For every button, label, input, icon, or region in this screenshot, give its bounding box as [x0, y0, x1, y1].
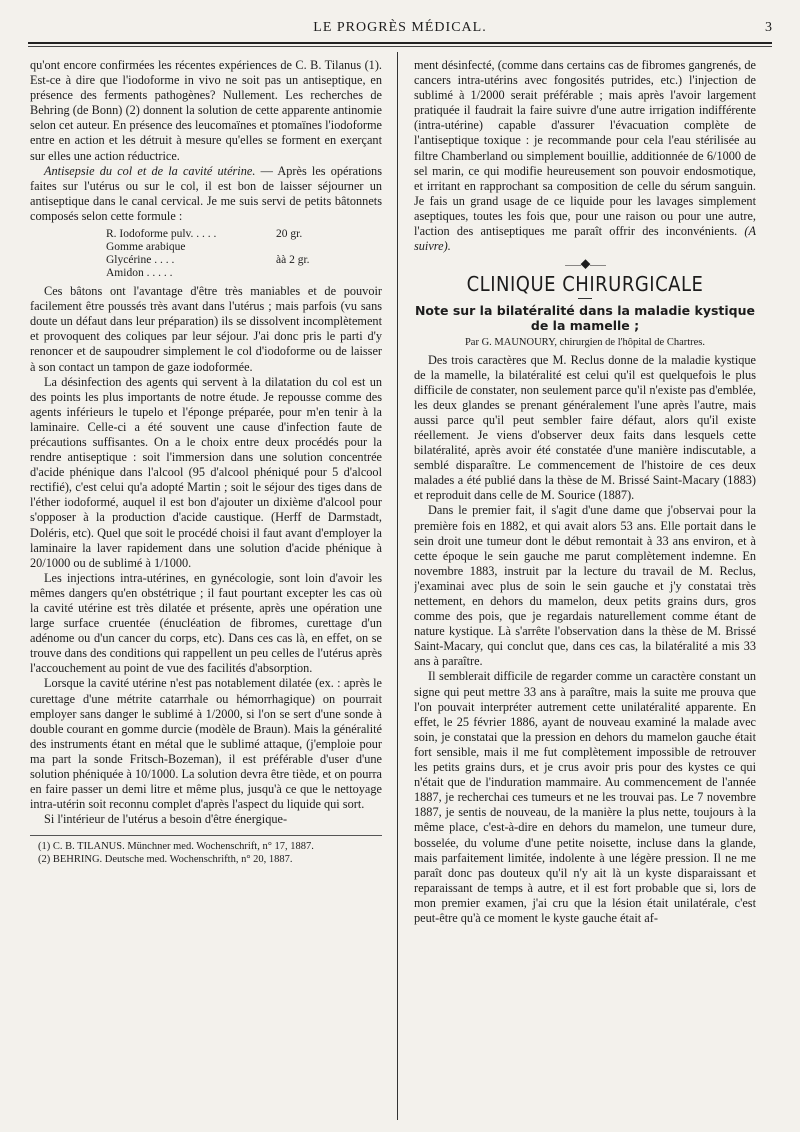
header-rule-thin — [28, 46, 772, 47]
page-header — [28, 20, 772, 42]
left-column — [30, 58, 382, 1114]
paragraph — [414, 58, 756, 254]
formula-ingredient: Gomme arabique — [106, 241, 186, 254]
paragraph: qu'ont encore confirmées les récentes expériences de C. B. Tilanus (1). Est-ce à dire que l'iodoforme in vivo ne soit pas un antiseptique, en présence des ferments pathogènes? Nullement. Les recherches de Behring (de Bonn) (2) donnent la solution de cette apparente antinomie selon cet auteur. En présence des leucomaïnes et ptomaïnes l'iodoforme entre en action et les détruit à mesure qu'elles se forment en exerçant sur elles une action réductrice. — [30, 58, 382, 163]
paragraph: Des trois caractères que M. Reclus donne de la maladie kystique de la mamelle, la bilatéralité est celui qu'il est quelquefois le plus difficile de constater, non seulement parce qu'il n'existe pas d'emblée, les deux glandes se prenant généralement l'une après l'autre, mais aussi parce qu'il peut sembler faire défaut, alors qu'il existe réellement. Je viens d'observer deux faits dans lesquels cette bilatéralité, après avoir été constatée d'une manière indiscutable, a semblé disparaître. Le commencement de l'histoire de ces deux malades a été publié dans la thèse de M. Brissé Saint-Macary (1883) et reproduit dans celle de M. Sourice (1887). — [414, 352, 756, 503]
section-title: CLINIQUE CHIRURGICALE — [466, 272, 704, 297]
paragraph-text: ment désinfecté, (comme dans certains cas de fibromes gangrenés, de cancers intra-utérins avec fongosités putrides, etc.) l'injection de sublimé à 1/2000 serait préférable ; mais après l'avoir largement pratiquée il faudrait la faire suivre d'une autre irrigation indifférente (intra-utérine) capable d'assurer l'évacuation complète de l'antiseptique toxique : je recommande pour cela l'eau stérilisée au filtre Chamberland ou simplement bouillie, additionnée de 6/1000 de sel marin, ce qui modifie heureusement son pouvoir endosmotique, et irritant en rapprochant sa composition de celle du sérum sanguin. Je fais un grand usage de ce liquide pour les lavages simplement aseptiques, toutes les fois que, pour une raison ou pour une autre, l'action des antiseptiques me paraît offrir des inconvénients. — [414, 58, 756, 239]
formula-row — [30, 267, 382, 280]
paragraph: La désinfection des agents qui servent à la dilatation du col est un des points les plus importants de notre étude. Je repousse comme des agents inférieurs le tupelo et l'éponge préparée, pour m'en tenir à la laminaire. Celle-ci a été souvent une cause d'infection faute de précautions suffisantes. On a le choix entre deux procédés pour la rendre antiseptique : soit l'immersion dans une solution concentrée d'acide phénique dans l'alcool (95 d'alcool phéniqué pour 5 d'alcool rectifié), c'est celui qu'a adopté Martin ; soit le séjour des tiges dans de l'éther iodoformé, auquel il est bon d'ajouter un dixième d'alcool pour s'opposer à la production d'acide caustique. (Herff de Darmstadt, Doléris, etc). Quel que soit le procédé choisi il faut avant d'employer la laminaire la laver rapidement dans une solution d'acide phénique à 20/1000 ou de sublimé à 1/1000. — [30, 374, 382, 570]
formula-row — [30, 241, 382, 254]
article-title: Note sur la bilatéralité dans la maladie kystique de la mamelle ; — [414, 303, 756, 334]
formula-ingredient: Amidon . . . . . — [106, 267, 173, 280]
ornament-divider: ⸺◆⸺ — [564, 260, 606, 272]
small-rule — [578, 298, 592, 299]
footnote: (2) BEHRING. Deutsche med. Wochenschrifth, n° 20, 1887. — [38, 854, 293, 866]
formula — [30, 228, 382, 280]
paragraph-text: — Après les opérations faites sur l'utérus ou sur le col, il est bon de laisser séjourner un antiseptique dans le canal cervical. Je me suis servi de petits bâtonnets composés selon cette formule : — [30, 163, 382, 223]
paragraph: Les injections intra-utérines, en gynécologie, sont loin d'avoir les mêmes dangers qu'en obstétrique ; il faut pourtant excepter les cas où la cavité utérine est très dilatée et présente, après une opération une large surface cruentée (énucléation de fibromes, curettage d'un adénome ou d'un cancer du corps, etc). Dans ces cas là, en effet, on se trouve dans des conditions qui rappellent un peu celles de l'utérus après l'accouchement au point de vue des facilités d'absorption. — [30, 570, 382, 676]
paragraph: Lorsque la cavité utérine n'est pas notablement dilatée (ex. : après le curettage d'une métrite catarrhale ou hémorrhagique) on pourrait employer sans danger le sublimé à 1/2000, si l'on se sert d'une sonde à double courant en gomme durcie (modèle de Braun). Mais la généralité des instruments étant en métal que le sublimé attaque, (j'emploie pour ma part la sonde Fritsch-Bozeman), il est préférable d'user d'une solution phéniquée à 10/1000. La solution devra être tiède, et on pourra en faire passer un demi litre et même plus, jusqu'à ce que le nettoyage intra-utérin soit reconnu complet d'après l'aspect du liquide qui sort. — [30, 676, 382, 812]
formula-quantity — [276, 241, 346, 254]
formula-row — [30, 228, 382, 241]
formula-ingredient: R. Iodoforme pulv. . . . . — [106, 228, 217, 241]
column-divider — [397, 52, 398, 1120]
paragraph — [30, 164, 382, 224]
footnote: (1) C. B. TILANUS. Münchner med. Wochenschrift, n° 17, 1887. — [38, 841, 314, 853]
formula-quantity — [276, 267, 346, 280]
to-be-continued: (A suivre). — [414, 224, 756, 254]
byline: Par G. MAUNOURY, chirurgien de l'hôpital de Chartres. — [464, 337, 706, 349]
paragraph-heading: Antisepsie du col et de la cavité utérine. — [44, 163, 256, 178]
right-column — [414, 58, 756, 1114]
paragraph: Si l'intérieur de l'utérus a besoin d'être énergique- — [44, 812, 288, 827]
paragraph: Ces bâtons ont l'avantage d'être très maniables et de pouvoir facilement être poussés très avant dans l'utérus ; mais parfois (vu sans doute un défaut dans leur préparation) ils se dissolvent incomplètement et provoquent des coliques par leur séjour. J'ai donc pris le parti d'y renoncer et de saupoudrer simplement le col d'iodoforme ou de laisser à son contact un tampon de gaze iodoformée. — [30, 284, 382, 374]
formula-row — [30, 254, 382, 267]
formula-quantity: àà 2 gr. — [276, 254, 310, 267]
journal-title: LE PROGRÈS MÉDICAL. — [313, 20, 487, 35]
formula-quantity: 20 gr. — [276, 228, 303, 241]
page-number: 3 — [765, 20, 772, 35]
footnotes — [30, 835, 382, 866]
paragraph: Dans le premier fait, il s'agit d'une dame que j'observai pour la première fois en 1882, et qui avait alors 53 ans. Elle portait dans le sein droit une tumeur dont le début remontait à 33 ans environ, et à cette époque le sein gauche me parut complètement indemne. En novembre 1883, instruit par la lecture du travail de M. Reclus, j'examinai avec plus de soin le sein gauche et j'y constatai très nettement, en dehors du mamelon, deux petits grains durs, gros comme des pois, que je regardais naturellement comme étant de nature kystique. Là s'arrête l'observation dans la thèse de M. Brissé Saint-Macary, qui conclut que, dans ces cas, la bilatéralité a mis 33 ans à paraître. — [414, 503, 756, 669]
formula-ingredient: Glycérine . . . . — [106, 254, 175, 267]
header-rule-thick — [28, 42, 772, 44]
paragraph: Il semblerait difficile de regarder comme un caractère constant un signe qui peut mettre 33 ans à paraître, mais la suite me prouva que l'on pouvait interpréter autrement cette unilatéralité apparente. En effet, le 25 février 1886, ayant de nouveau examiné la malade avec soin, je constatai que la pression en dehors du mamelon gauche était fort sensible, mais il me fut complètement impossible de retrouver les petits grains durs, et je crus avoir pris pour des kystes ce qui n'était que de l'induration mammaire. Au commencement de l'année 1887, je recherchai ces tumeurs et ne les trouvai pas. Le 7 novembre 1887, je sentis de nouveau, de la manière la plus nette, toujours à la même place, c'est-à-dire en dehors du mamelon, une tumeur dure, bosselée, du volume d'une petite noisette, incluse dans la glande, mais parfaitement limitée, indolente à une légère pression. Il ne me paraît donc pas douteux qu'il n'y ait là un kyste disparaissant et reparaissant de temps à autre, et il est fort probable que si, lors de mon premier examen, j'ai cru que la lésion était unilatérale, c'est peut-être qu'à ce moment le kyste gauche était af- — [414, 669, 756, 925]
